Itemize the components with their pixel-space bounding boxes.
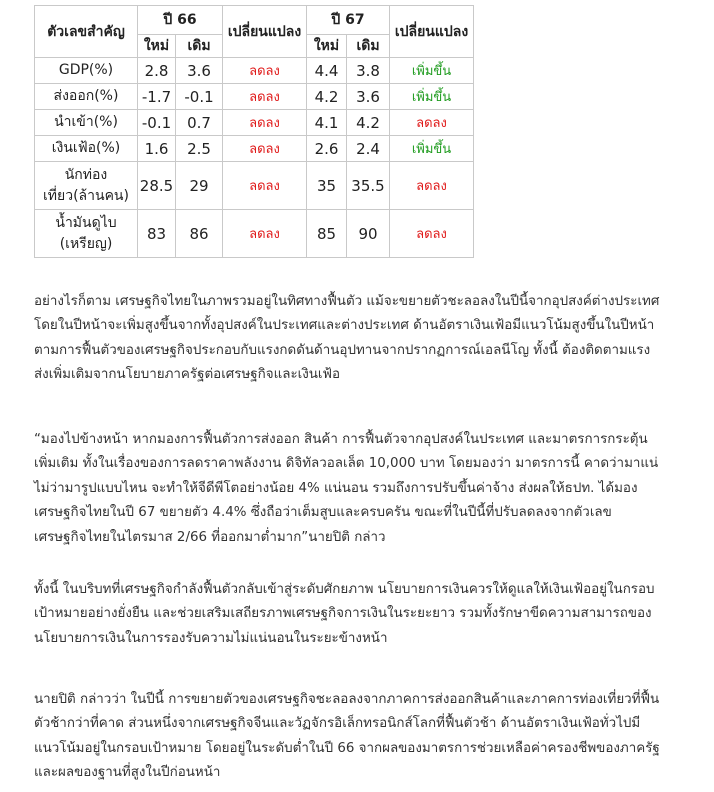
row-label-line: GDP(%) [58,62,114,78]
value-67-old: 90 [347,210,390,258]
row-label-line: เงินเฟ้อ(%) [51,140,121,156]
row-label [35,136,138,162]
value-67-new: 4.2 [307,84,347,110]
value-66-old: 2.5 [176,136,223,162]
paragraph [34,578,684,651]
change-66-badge: ลดลง [223,136,307,162]
value-66-new: 28.5 [138,162,176,210]
row-label [35,110,138,136]
paragraph-line: แนวโน้มอยู่ในกรอบเป้าหมาย โดยอยู่ในระดับต่ำในปี 66 จากผลของมาตรการช่วยเหลือค่าครองชีพของภาครัฐ [34,740,660,756]
economic-indicators-table [34,5,474,258]
paragraph-line: อย่างไรก็ตาม เศรษฐกิจไทยในภาพรวมอยู่ในทิศทางฟื้นตัว แม้จะขยายตัวชะลอลงในปีนี้จากอุปสงค์ต่างประเทศ [34,294,660,309]
paragraph [34,290,684,388]
table-row [35,210,474,258]
paragraph-line: และผลของฐานที่สูงในปีก่อนหน้า [34,765,221,781]
change-66-badge: ลดลง [223,162,307,210]
value-67-old: 35.5 [347,162,390,210]
value-66-new: 83 [138,210,176,258]
row-label-line: ส่งออก(%) [53,88,119,104]
change-67-badge: ลดลง [390,162,474,210]
table-row [35,110,474,136]
table-header-row [35,6,474,35]
value-66-old: 29 [176,162,223,210]
paragraph-line: โดยในปีหน้าจะเพิ่มสูงขึ้นจากทั้งอุปสงค์ในประเทศและต่างประเทศ ด้านอัตราเงินเฟ้อมีแนวโน้มสูงขึ้นในปีหน้า [34,318,655,334]
value-67-new: 4.4 [307,58,347,84]
value-66-new: 2.8 [138,58,176,84]
header-67-old: เดิม [347,35,390,58]
header-66-new: ใหม่ [138,35,176,58]
paragraph-line: ตัวช้ากว่าที่คาด ส่วนหนึ่งจากเศรษฐกิจจีนและวัฏจักรอิเล็กทรอนิกส์โลกที่ฟื้นตัวช้า ด้านอัตราเงินเฟ้อทั่วไปมี [34,716,641,732]
paragraph-line: ส่งเพิ่มเติมจากนโยบายภาครัฐต่อเศรษฐกิจและเงินเฟ้อ [34,367,341,383]
change-67-badge: เพิ่มขึ้น [390,136,474,162]
value-67-old: 3.6 [347,84,390,110]
value-66-new: 1.6 [138,136,176,162]
row-label [35,84,138,110]
paragraph-line: ตามการฟื้นตัวของเศรษฐกิจประกอบกับแรงกดดันด้านอุปทานจากปรากฏการณ์เอลนีโญ ทั้งนี้ ต้องติดตามแรง [34,342,651,358]
table-row [35,136,474,162]
header-year67: ปี 67 [307,6,390,35]
change-67-badge: ลดลง [390,210,474,258]
value-66-old: -0.1 [176,84,223,110]
table-body [35,58,474,258]
header-change-66: เปลี่ยนแปลง [223,6,307,58]
row-label-line: น้ำมันดูไบ [55,214,117,231]
change-66-badge: ลดลง [223,110,307,136]
value-67-new: 35 [307,162,347,210]
value-67-old: 2.4 [347,136,390,162]
paragraph-line: “มองไปข้างหน้า หากมองการฟื้นตัวการส่งออก สินค้า การฟื้นตัวจากอุปสงค์ในประเทศ และมาตรการกระตุ้น [34,432,648,447]
change-66-badge: ลดลง [223,210,307,258]
change-67-badge: เพิ่มขึ้น [390,84,474,110]
value-66-old: 0.7 [176,110,223,136]
table-row [35,162,474,210]
paragraph-line: เศรษฐกิจไทยในไตรมาส 2/66 ที่ออกมาต่ำมาก”นายปิติ กล่าว [34,529,386,545]
value-66-new: -0.1 [138,110,176,136]
value-66-old: 3.6 [176,58,223,84]
change-66-badge: ลดลง [223,84,307,110]
row-label [35,162,138,210]
row-label [35,58,138,84]
header-year66: ปี 66 [138,6,223,35]
value-67-new: 85 [307,210,347,258]
paragraph-line: ไม่ว่ามารูปแบบไหน จะทำให้จีดีพีโตอย่างน้อย 4% แน่นอน รวมถึงการปรับขึ้นค่าจ้าง ส่งผลให้ธปท. ได้มอง [34,480,638,496]
change-67-badge: ลดลง [390,110,474,136]
paragraph-line: ทั้งนี้ ในบริบทที่เศรษฐกิจกำลังฟื้นตัวกลับเข้าสู่ระดับศักยภาพ นโยบายการเงินควรให้ดูแลให้เงินเฟ้ออยู่ในกรอบ [34,582,655,597]
value-66-old: 86 [176,210,223,258]
paragraph-line: เป้าหมายอย่างยั่งยืน และช่วยเสริมเสถียรภาพเศรษฐกิจการเงินในระยะยาว รวมทั้งรักษาขีดความสามารถของ [34,606,652,622]
header-66-old: เดิม [176,35,223,58]
paragraph [34,688,684,786]
table-row [35,84,474,110]
header-67-new: ใหม่ [307,35,347,58]
header-indicator: ตัวเลขสำคัญ [35,6,138,58]
row-label-line: นำเข้า(%) [54,114,118,130]
row-label-line: (เหรียญ) [59,235,113,252]
change-67-badge: เพิ่มขึ้น [390,58,474,84]
paragraph [34,428,684,550]
row-label [35,210,138,258]
value-66-new: -1.7 [138,84,176,110]
paragraph-line: นายปิติ กล่าวว่า ในปีนี้ การขยายตัวของเศรษฐกิจชะลอลงจากภาคการส่งออกสินค้าและภาคการท่องเที่ยวที่ฟื้น [34,692,660,707]
value-67-old: 4.2 [347,110,390,136]
value-67-old: 3.8 [347,58,390,84]
header-change-67: เปลี่ยนแปลง [390,6,474,58]
row-label-line: นักท่อง [64,166,108,183]
table-row [35,58,474,84]
paragraph-line: นโยบายการเงินในการรองรับความไม่แน่นอนในระยะข้างหน้า [34,630,388,646]
value-67-new: 4.1 [307,110,347,136]
change-66-badge: ลดลง [223,58,307,84]
row-label-line: เที่ยว(ล้านคน) [43,187,129,204]
paragraph-line: เศรษฐกิจไทยในปี 67 ขยายตัว 4.4% ซึ่งถือว่าเต็มสูบและครบครัน ขณะที่ในปีนี้ที่ปรับลดลงจากตัวเลข [34,505,612,521]
value-67-new: 2.6 [307,136,347,162]
paragraph-line: เพิ่มเติม ทั้งในเรื่องของการลดราคาพลังงาน ดิจิทัลวอลเล็ต 10,000 บาท โดยมองว่า มาตรการนี้ คาดว่ามาแน่ [34,456,659,472]
